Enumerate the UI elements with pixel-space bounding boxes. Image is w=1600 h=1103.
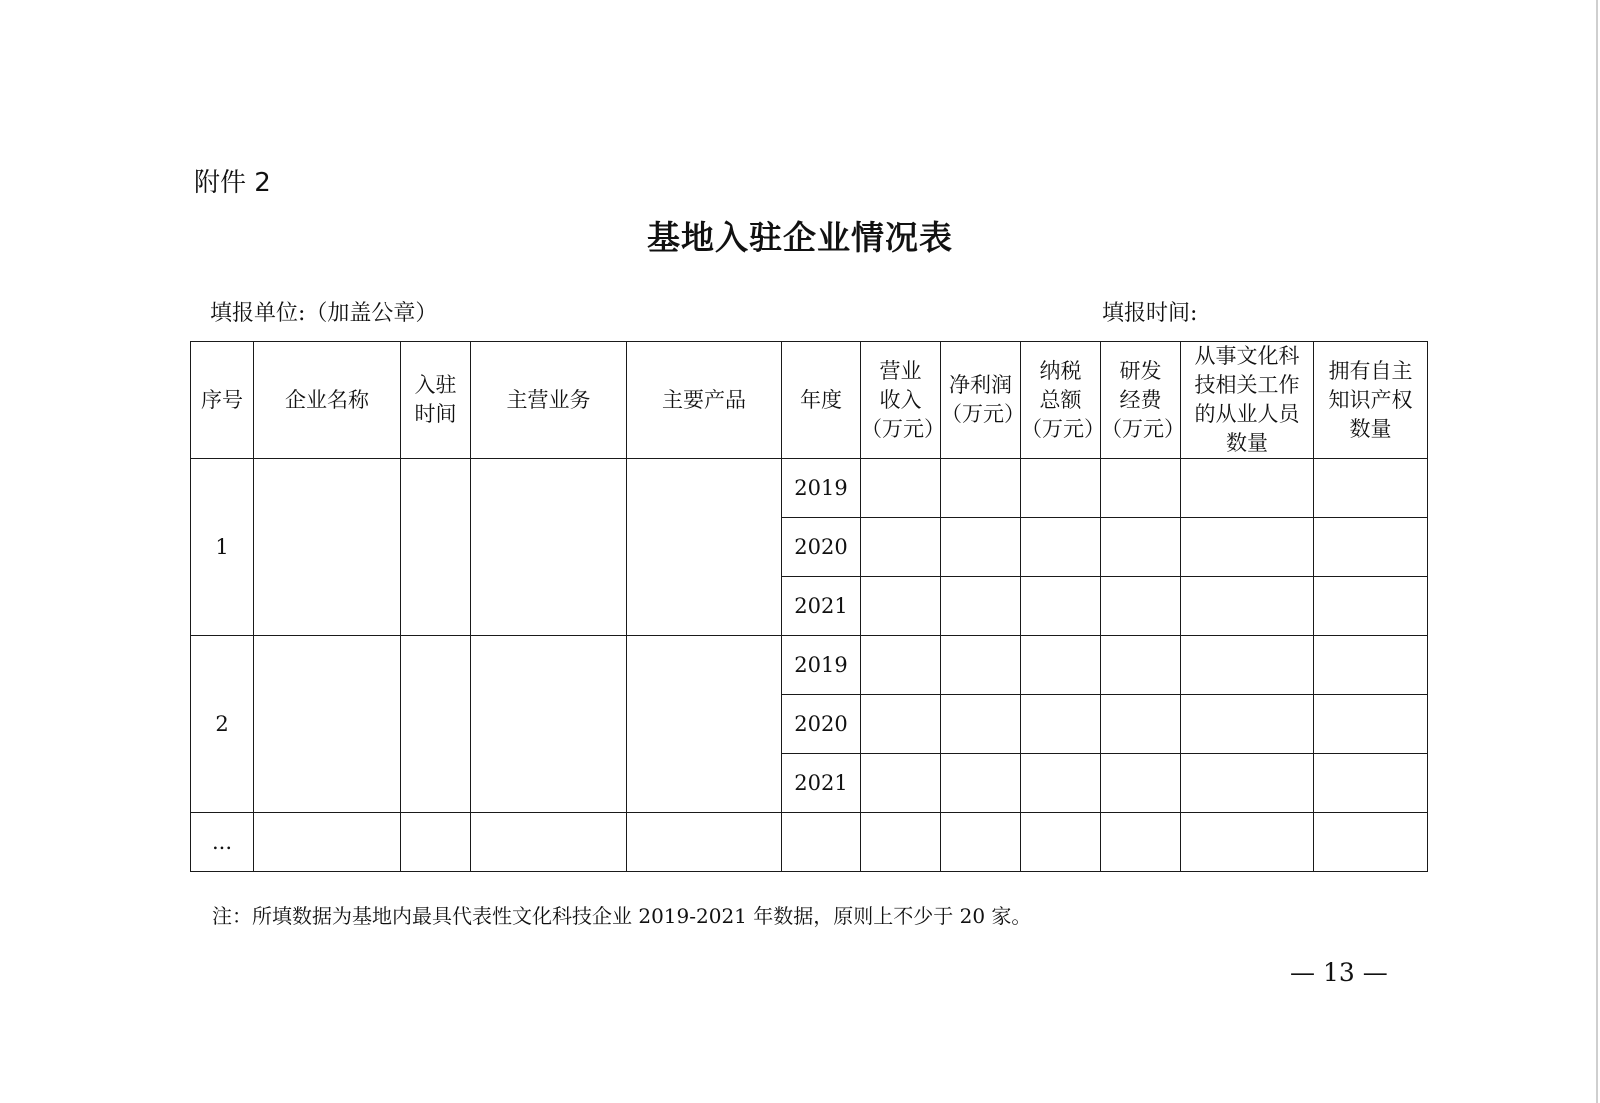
header-line: 入驻 bbox=[414, 373, 457, 397]
staff-count-cell bbox=[1181, 459, 1314, 518]
net-profit-cell bbox=[941, 695, 1021, 754]
header-line: （万元） bbox=[1021, 416, 1105, 441]
header-col-ip-count bbox=[1314, 342, 1428, 459]
staff-count-cell bbox=[1181, 695, 1314, 754]
header-line: 从事文化科 bbox=[1194, 344, 1300, 368]
tax-total-cell bbox=[1021, 754, 1101, 813]
rd-expense-cell bbox=[1101, 695, 1181, 754]
header-line: （万元） bbox=[861, 416, 945, 441]
rd-expense-cell bbox=[1101, 636, 1181, 695]
row-index: 2 bbox=[191, 636, 254, 813]
page-edge bbox=[1596, 0, 1598, 1103]
revenue-cell bbox=[861, 636, 941, 695]
rd-expense-cell bbox=[1101, 577, 1181, 636]
tax-total-cell bbox=[1021, 459, 1101, 518]
empty-cell bbox=[1181, 813, 1314, 872]
revenue-cell bbox=[861, 518, 941, 577]
empty-cell bbox=[1021, 813, 1101, 872]
header-line: 主营业务 bbox=[506, 387, 591, 412]
main-business-cell bbox=[471, 636, 627, 813]
empty-cell bbox=[941, 813, 1021, 872]
header-line: 时间 bbox=[414, 402, 457, 426]
company-name-cell bbox=[254, 459, 401, 636]
year-cell: 2021 bbox=[782, 754, 861, 813]
table-note: 注：所填数据为基地内最具代表性文化科技企业 2019-2021 年数据，原则上不少于 20 家。 bbox=[212, 904, 1032, 928]
revenue-cell bbox=[861, 459, 941, 518]
entry-time-cell bbox=[401, 636, 471, 813]
net-profit-cell bbox=[941, 754, 1021, 813]
header-col-company-name bbox=[254, 342, 401, 459]
empty-cell bbox=[254, 813, 401, 872]
net-profit-cell bbox=[941, 636, 1021, 695]
header-line: 的从业人员 bbox=[1194, 402, 1300, 426]
filler-unit-label: 填报单位:（加盖公章） bbox=[210, 301, 438, 326]
header-line: 纳税 bbox=[1039, 358, 1082, 383]
main-products-cell bbox=[627, 459, 782, 636]
table-row bbox=[191, 636, 1428, 695]
header-col-index bbox=[191, 342, 254, 459]
header-line: 拥有自主 bbox=[1328, 358, 1413, 383]
header-line: 序号 bbox=[201, 387, 243, 412]
attachment-label: 附件 2 bbox=[194, 168, 271, 198]
rd-expense-cell bbox=[1101, 518, 1181, 577]
header-line: 总额 bbox=[1039, 387, 1082, 412]
page-title: 基地入驻企业情况表 bbox=[647, 218, 953, 257]
tax-total-cell bbox=[1021, 577, 1101, 636]
header-col-revenue bbox=[861, 342, 945, 459]
year-cell: 2021 bbox=[782, 577, 861, 636]
empty-cell bbox=[627, 813, 782, 872]
staff-count-cell bbox=[1181, 577, 1314, 636]
header-line: 收入 bbox=[879, 387, 922, 412]
ip-count-cell bbox=[1314, 636, 1428, 695]
year-cell: 2019 bbox=[782, 636, 861, 695]
net-profit-cell bbox=[941, 518, 1021, 577]
header-line: 研发 bbox=[1119, 358, 1162, 383]
table-row bbox=[191, 459, 1428, 518]
row-index: ... bbox=[191, 813, 254, 872]
empty-cell bbox=[1314, 813, 1428, 872]
header-col-entry-time bbox=[401, 342, 471, 459]
header-col-tax-total bbox=[1021, 342, 1105, 459]
main-business-cell bbox=[471, 459, 627, 636]
year-cell: 2020 bbox=[782, 695, 861, 754]
staff-count-cell bbox=[1181, 636, 1314, 695]
entry-time-cell bbox=[401, 459, 471, 636]
ip-count-cell bbox=[1314, 518, 1428, 577]
tax-total-cell bbox=[1021, 695, 1101, 754]
header-col-staff-count bbox=[1181, 342, 1314, 459]
header-line: 知识产权 bbox=[1328, 387, 1413, 412]
header-col-main-business bbox=[471, 342, 627, 459]
header-line: （万元） bbox=[941, 402, 1025, 426]
staff-count-cell bbox=[1181, 754, 1314, 813]
ip-count-cell bbox=[1314, 695, 1428, 754]
ip-count-cell bbox=[1314, 577, 1428, 636]
header-line: 净利润 bbox=[949, 373, 1012, 397]
revenue-cell bbox=[861, 577, 941, 636]
header-col-rd-expense bbox=[1101, 342, 1185, 459]
year-cell: 2020 bbox=[782, 518, 861, 577]
tax-total-cell bbox=[1021, 636, 1101, 695]
page-number: — 13 — bbox=[1290, 958, 1388, 987]
row-index: 1 bbox=[191, 459, 254, 636]
rd-expense-cell bbox=[1101, 459, 1181, 518]
header-col-main-products bbox=[627, 342, 782, 459]
header-line: 数量 bbox=[1349, 416, 1392, 441]
empty-cell bbox=[471, 813, 627, 872]
net-profit-cell bbox=[941, 577, 1021, 636]
revenue-cell bbox=[861, 695, 941, 754]
header-col-net-profit bbox=[941, 342, 1025, 459]
header-line: 技相关工作 bbox=[1194, 373, 1300, 397]
empty-cell bbox=[782, 813, 861, 872]
header-col-year bbox=[782, 342, 861, 459]
enterprise-table bbox=[190, 341, 1428, 872]
filler-time-label: 填报时间: bbox=[1102, 301, 1198, 326]
header-line: （万元） bbox=[1101, 416, 1185, 441]
ip-count-cell bbox=[1314, 754, 1428, 813]
header-line: 经费 bbox=[1119, 387, 1162, 412]
header-line: 主要产品 bbox=[662, 387, 746, 412]
header-line: 企业名称 bbox=[285, 387, 369, 412]
staff-count-cell bbox=[1181, 518, 1314, 577]
empty-cell bbox=[861, 813, 941, 872]
empty-cell bbox=[1101, 813, 1181, 872]
header-line: 年度 bbox=[800, 387, 842, 412]
tax-total-cell bbox=[1021, 518, 1101, 577]
net-profit-cell bbox=[941, 459, 1021, 518]
ip-count-cell bbox=[1314, 459, 1428, 518]
rd-expense-cell bbox=[1101, 754, 1181, 813]
header-line: 数量 bbox=[1226, 431, 1268, 455]
revenue-cell bbox=[861, 754, 941, 813]
header-line: 营业 bbox=[879, 358, 922, 383]
empty-cell bbox=[401, 813, 471, 872]
year-cell: 2019 bbox=[782, 459, 861, 518]
main-products-cell bbox=[627, 636, 782, 813]
table-row bbox=[191, 813, 1428, 872]
company-name-cell bbox=[254, 636, 401, 813]
